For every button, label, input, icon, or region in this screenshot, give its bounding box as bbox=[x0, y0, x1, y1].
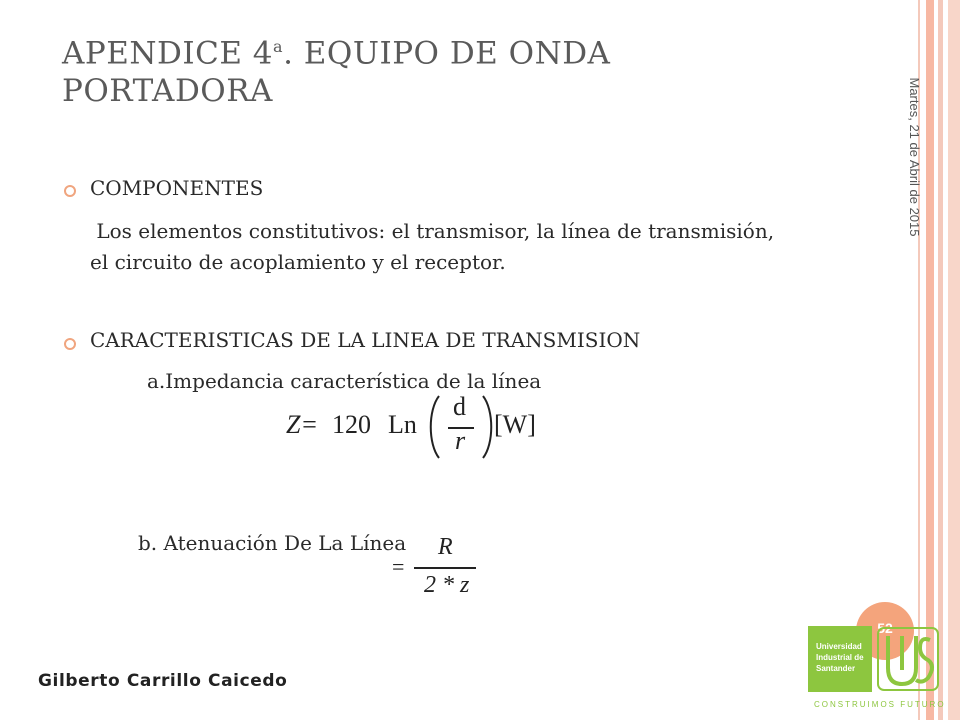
logo-text-line2: Industrial de bbox=[816, 653, 864, 662]
formula-coef: 120 bbox=[332, 410, 371, 439]
components-heading: COMPONENTES bbox=[90, 176, 264, 200]
university-logo bbox=[808, 626, 946, 712]
attenuation-formula bbox=[392, 534, 492, 604]
formula-denominator: r bbox=[455, 426, 466, 455]
formula-unit: [W] bbox=[494, 410, 536, 439]
bullet-icon bbox=[64, 338, 76, 350]
components-text: Los elementos constitutivos: el transmisor, la línea de transmisión, el circuito de acoplamiento y el receptor. bbox=[90, 219, 781, 274]
item-b-text: b. Atenuación De La Línea bbox=[138, 531, 407, 555]
uis-emblem-icon bbox=[876, 626, 940, 694]
paren-left bbox=[426, 394, 442, 460]
formula-numerator: d bbox=[453, 392, 466, 421]
impedance-formula bbox=[286, 392, 546, 468]
slide-title: APENDICE 4$^a$. EQUIPO DE ONDA PORTADORA bbox=[62, 35, 611, 110]
formula-denominator: 2 * z bbox=[424, 572, 470, 598]
decor-bar bbox=[938, 0, 943, 720]
date-label: Martes, 21 de Abril de 2015 bbox=[907, 77, 922, 237]
formula-fn: Ln bbox=[388, 410, 417, 439]
formula-numerator: R bbox=[438, 534, 453, 560]
formula-eq: = bbox=[392, 554, 405, 579]
fraction-bar bbox=[414, 567, 476, 569]
bullet-icon bbox=[64, 185, 76, 197]
decor-bar bbox=[926, 0, 934, 720]
item-a-text: a.Impedancia característica de la línea bbox=[147, 369, 542, 393]
logo-text-line1: Universidad bbox=[816, 642, 862, 651]
page-number: 52 bbox=[877, 620, 893, 636]
line-heading: CARACTERISTICAS DE LA LINEA DE TRANSMISION bbox=[90, 328, 641, 352]
logo-tagline: CONSTRUIMOS FUTURO bbox=[814, 700, 946, 709]
formula-lhs: Z= bbox=[286, 410, 319, 439]
author-name: Gilberto Carrillo Caicedo bbox=[38, 671, 288, 691]
decor-bar bbox=[948, 0, 960, 720]
logo-text-line3: Santander bbox=[816, 664, 856, 673]
